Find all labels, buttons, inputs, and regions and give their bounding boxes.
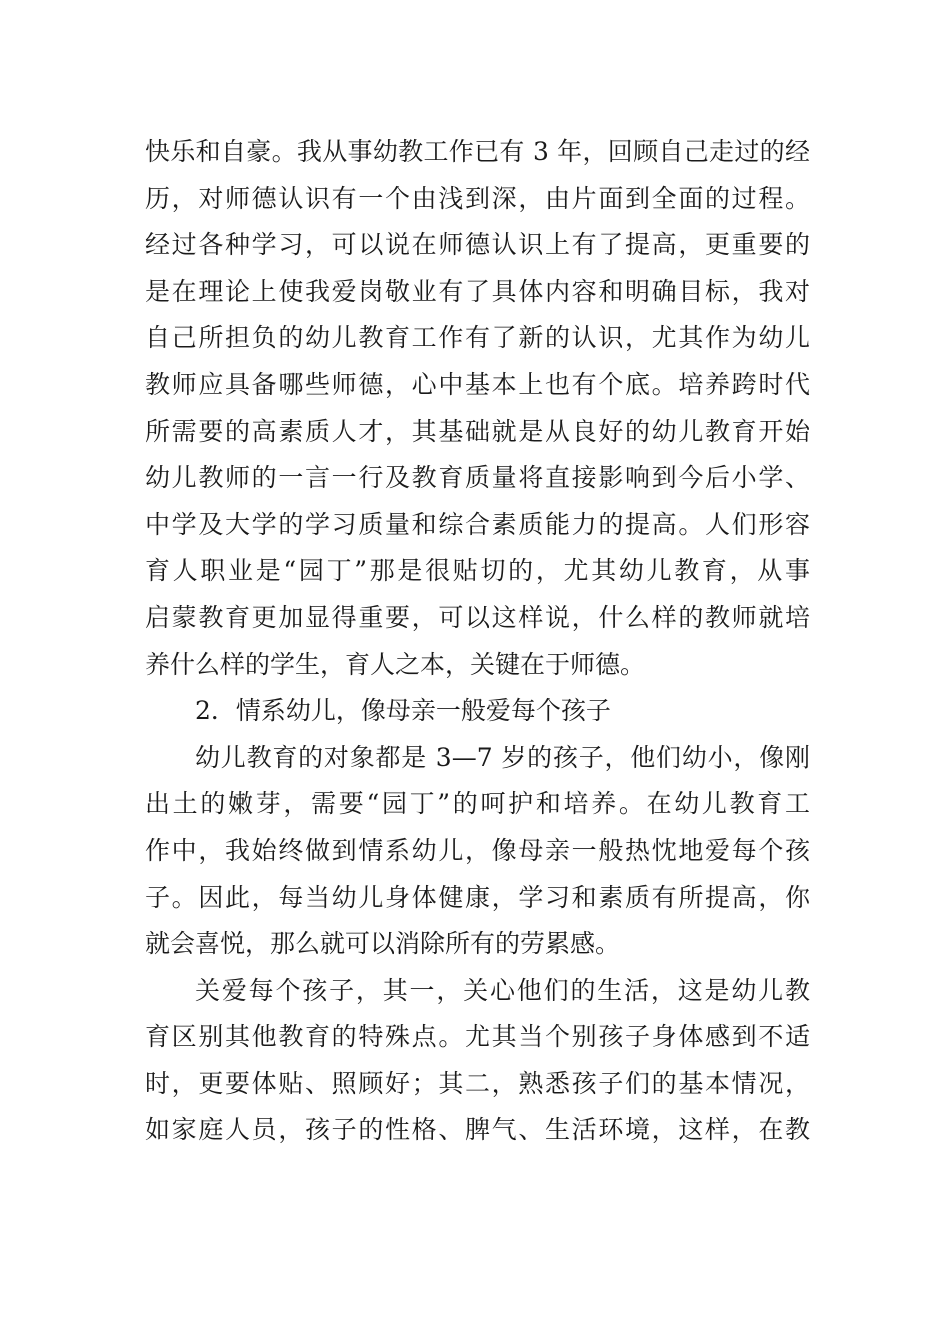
text-line-1: 快乐和自豪。我从事幼教工作已有 3 年，回顾自己走过的经 [145, 137, 810, 166]
text-line-20: 育区别其他教育的特殊点。尤其当个别孩子身体感到不适 [145, 1022, 810, 1052]
text-line-22: 如家庭人员，孩子的性格、脾气、生活环境，这样，在教 [145, 1115, 810, 1145]
text-line-17: 子。因此，每当幼儿身体健康，学习和素质有所提高，你 [145, 882, 810, 912]
text-line-11: 启蒙教育更加显得重要，可以这样说，什么样的教师就培 [145, 602, 810, 632]
text-line-8: 幼儿教师的一言一行及教育质量将直接影响到今后小学、 [145, 463, 810, 493]
text-line-10: 育人职业是“园丁”那是很贴切的，尤其幼儿教育，从事 [145, 556, 810, 586]
text-line-5: 自己所担负的幼儿教育工作有了新的认识，尤其作为幼儿 [145, 323, 810, 353]
text-line-14: 幼儿教育的对象都是 3—7 岁的孩子，他们幼小，像刚 [195, 742, 810, 772]
body-text [145, 129, 810, 1154]
text-line-4: 是在理论上使我爱岗敬业有了具体内容和明确目标，我对 [145, 276, 810, 306]
section-heading: 2．情系幼儿，像母亲一般爱每个孩子 [195, 696, 611, 726]
text-line-21: 时，更要体贴、照顾好；其二，熟悉孩子们的基本情况， [145, 1068, 810, 1098]
text-line-7: 所需要的高素质人才，其基础就是从良好的幼儿教育开始 [145, 416, 810, 446]
text-line-12: 养什么样的学生，育人之本，关键在于师德。 [145, 649, 646, 679]
text-line-2: 历，对师德认识有一个由浅到深，由片面到全面的过程。 [145, 183, 810, 213]
text-line-15: 出土的嫩芽，需要“园丁”的呵护和培养。在幼儿教育工 [145, 789, 810, 819]
text-line-9: 中学及大学的学习质量和综合素质能力的提高。人们形容 [145, 509, 810, 539]
text-line-16: 作中，我始终做到情系幼儿，像母亲一般热忱地爱每个孩 [145, 835, 810, 865]
text-line-19: 关爱每个孩子，其一，关心他们的生活，这是幼儿教 [195, 975, 810, 1005]
text-line-18: 就会喜悦，那么就可以消除所有的劳累感。 [145, 929, 621, 959]
text-line-3: 经过各种学习，可以说在师德认识上有了提高，更重要的 [145, 230, 810, 260]
text-line-6: 教师应具备哪些师德，心中基本上也有个底。培养跨时代 [145, 369, 810, 399]
